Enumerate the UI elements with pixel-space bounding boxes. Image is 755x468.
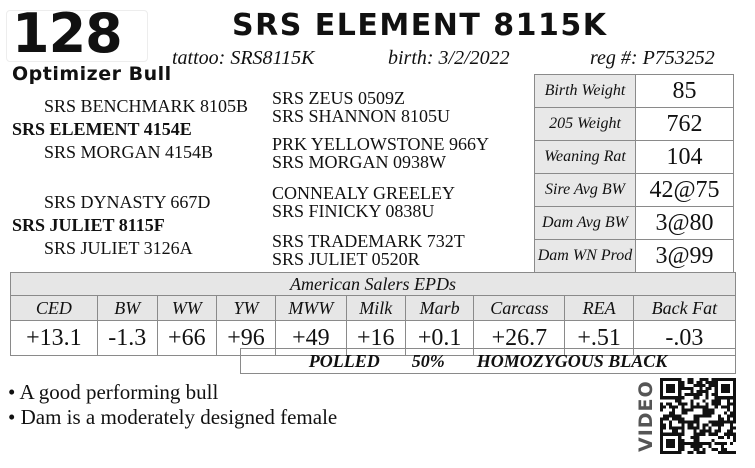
pedigree-dss: CONNEALY GREELEY [272,183,456,203]
bull-name: SRS ELEMENT 8115K [232,8,608,43]
performance-row [535,108,734,141]
pedigree-sds: PRK YELLOWSTONE 966Y [272,134,489,154]
pedigree-sire-dam: SRS MORGAN 4154B [44,142,214,162]
epd-header-row [11,296,736,321]
performance-label: Dam WN Prod [535,240,636,273]
performance-value: 42@75 [636,174,734,207]
epd-header: CED [11,296,98,321]
epd-value: +0.1 [405,321,473,356]
performance-row [535,75,734,108]
subtitle: Optimizer Bull [12,63,172,85]
performance-value: 3@80 [636,207,734,240]
pedigree-dsd: SRS FINICKY 0838U [272,201,435,221]
note-item: • Dam is a moderately designed female [8,405,338,429]
epd-value: +49 [276,321,347,356]
birth-text: birth: 3/2/2022 [388,47,510,69]
performance-label: Weaning Rat [535,141,636,174]
epd-value: +16 [346,321,405,356]
qr-code-icon[interactable] [660,378,736,454]
epd-title: American Salers EPDs [11,273,736,296]
performance-row [535,141,734,174]
performance-label: Birth Weight [535,75,636,108]
performance-value: 104 [636,141,734,174]
performance-row [535,174,734,207]
note-item: • A good performing bull [8,380,219,404]
percent-text: 50% [411,351,445,371]
performance-row [535,240,734,273]
pedigree-sss: SRS ZEUS 0509Z [272,88,406,108]
epd-header: WW [157,296,216,321]
epd-header: MWW [276,296,347,321]
epd-value: +66 [157,321,216,356]
performance-row [535,207,734,240]
epd-value: -.03 [633,321,735,356]
epd-header: Carcass [474,296,565,321]
epd-table [10,272,736,356]
pedigree-sdd: SRS MORGAN 0938W [272,152,447,172]
performance-table [534,74,734,273]
performance-value: 85 [636,75,734,108]
performance-label: Dam Avg BW [535,207,636,240]
epd-value: +96 [216,321,275,356]
performance-value: 762 [636,108,734,141]
epd-header: REA [565,296,633,321]
polled-text: POLLED [308,351,380,371]
color-text: HOMOZYGOUS BLACK [476,351,668,371]
epd-value: +.51 [565,321,633,356]
performance-label: Sire Avg BW [535,174,636,207]
lot-number: 128 [12,2,122,65]
pedigree-ddd: SRS JULIET 0520R [272,249,420,269]
pedigree-dds: SRS TRADEMARK 732T [272,231,465,251]
genetics-banner [240,348,736,374]
epd-header: Marb [405,296,473,321]
registration-text: reg #: P753252 [590,47,715,69]
epd-header: BW [97,296,157,321]
pedigree-dam-sire: SRS DYNASTY 667D [44,192,211,212]
epd-header: Milk [346,296,405,321]
epd-value: +26.7 [474,321,565,356]
pedigree-sire-sire: SRS BENCHMARK 8105B [44,96,249,116]
pedigree-dam: SRS JULIET 8115F [12,215,165,235]
epd-header: Back Fat [633,296,735,321]
video-text: VIDEO [635,380,657,452]
video-label[interactable] [633,380,657,454]
performance-value: 3@99 [636,240,734,273]
tattoo-text: tattoo: SRS8115K [172,47,315,69]
performance-label: 205 Weight [535,108,636,141]
epd-value: +13.1 [11,321,98,356]
pedigree-ssd: SRS SHANNON 8105U [272,106,451,126]
epd-value: -1.3 [97,321,157,356]
epd-header: YW [216,296,275,321]
pedigree-dam-dam: SRS JULIET 3126A [44,238,193,258]
pedigree-sire: SRS ELEMENT 4154E [12,119,192,139]
